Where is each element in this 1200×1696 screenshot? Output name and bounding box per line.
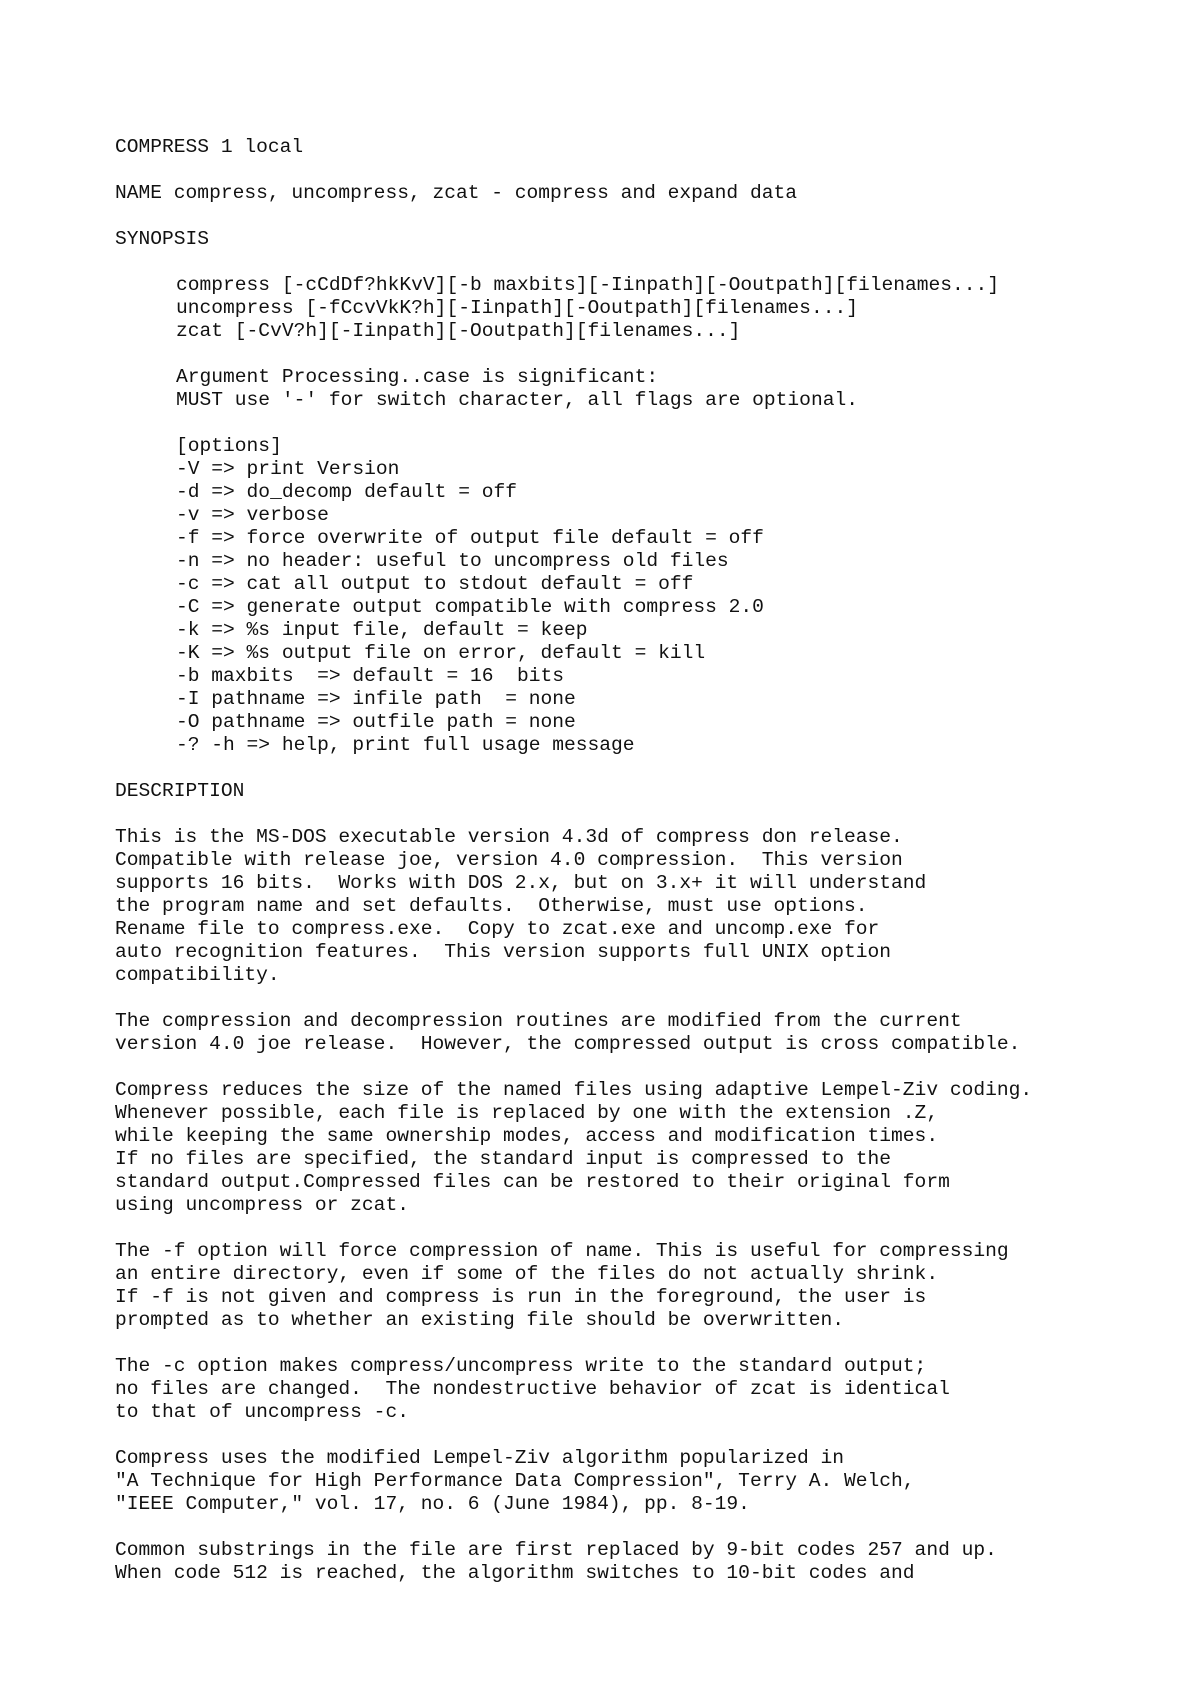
text-line: while keeping the same ownership modes, access and modification times. xyxy=(115,1125,939,1147)
spacer xyxy=(115,757,1175,780)
option-line: -v => verbose xyxy=(176,504,329,526)
option-line: -c => cat all output to stdout default = off xyxy=(176,573,694,595)
text-line: Compress reduces the size of the named files using adaptive Lempel-Ziv coding. xyxy=(115,1079,1033,1101)
description-heading: DESCRIPTION xyxy=(115,780,245,802)
spacer xyxy=(115,205,1175,228)
text-line: standard output.Compressed files can be restored to their original form xyxy=(115,1171,950,1193)
spacer xyxy=(115,1516,1175,1539)
option-line: -f => force overwrite of output file default = off xyxy=(176,527,764,549)
text-line: version 4.0 joe release. However, the compressed output is cross compatible. xyxy=(115,1033,1021,1055)
text-line: Common substrings in the file are first replaced by 9-bit codes 257 and up. xyxy=(115,1539,997,1561)
text-line: no files are changed. The nondestructive behavior of zcat is identical xyxy=(115,1378,950,1400)
spacer xyxy=(115,1217,1175,1240)
option-line: -V => print Version xyxy=(176,458,400,480)
option-line: -I pathname => infile path = none xyxy=(176,688,576,710)
text-line: Compatible with release joe, version 4.0 compression. This version xyxy=(115,849,903,871)
text-line: compatibility. xyxy=(115,964,280,986)
options-heading: [options] xyxy=(176,435,282,457)
spacer xyxy=(115,343,1175,366)
text-line: If no files are specified, the standard input is compressed to the xyxy=(115,1148,892,1170)
usage-zcat: zcat [-CvV?h][-Iinpath][-Ooutpath][filenames...] xyxy=(176,320,741,342)
text-line: This is the MS-DOS executable version 4.3d of compress don release. xyxy=(115,826,903,848)
option-line: -C => generate output compatible with compress 2.0 xyxy=(176,596,764,618)
text-line: supports 16 bits. Works with DOS 2.x, but on 3.x+ it will understand xyxy=(115,872,927,894)
option-line: -k => %s input file, default = keep xyxy=(176,619,588,641)
spacer xyxy=(115,1424,1175,1447)
spacer xyxy=(115,803,1175,826)
text-line: When code 512 is reached, the algorithm switches to 10-bit codes and xyxy=(115,1562,915,1584)
text-line: to that of uncompress -c. xyxy=(115,1401,409,1423)
option-line: -? -h => help, print full usage message xyxy=(176,734,635,756)
text-line: the program name and set defaults. Otherwise, must use options. xyxy=(115,895,868,917)
text-line: The -f option will force compression of name. This is useful for compressing xyxy=(115,1240,1009,1262)
text-line: using uncompress or zcat. xyxy=(115,1194,409,1216)
paragraph xyxy=(115,1539,1175,1585)
text-line: Whenever possible, each file is replaced by one with the extension .Z, xyxy=(115,1102,939,1124)
text-line: auto recognition features. This version supports full UNIX option xyxy=(115,941,892,963)
paragraph xyxy=(115,1447,1175,1516)
option-line: -b maxbits => default = 16 bits xyxy=(176,665,565,687)
man-page xyxy=(115,136,1175,1585)
spacer xyxy=(115,412,1175,435)
usage-uncompress: uncompress [-fCcvVkK?h][-Iinpath][-Ooutpath][filenames...] xyxy=(176,297,858,319)
option-line: -O pathname => outfile path = none xyxy=(176,711,576,733)
text-line: If -f is not given and compress is run in the foreground, the user is xyxy=(115,1286,927,1308)
page-header: COMPRESS 1 local xyxy=(115,136,304,158)
spacer xyxy=(115,251,1175,274)
usage-compress: compress [-cCdDf?hkKvV][-b maxbits][-Iinpath][-Ooutpath][filenames...] xyxy=(176,274,1000,296)
paragraph xyxy=(115,1079,1175,1217)
option-line: -n => no header: useful to uncompress old files xyxy=(176,550,729,572)
paragraph xyxy=(115,1355,1175,1424)
text-line: The -c option makes compress/uncompress write to the standard output; xyxy=(115,1355,927,1377)
option-line: -K => %s output file on error, default = kill xyxy=(176,642,706,664)
text-line: The compression and decompression routines are modified from the current xyxy=(115,1010,962,1032)
text-line: Compress uses the modified Lempel-Ziv algorithm popularized in xyxy=(115,1447,845,1469)
text-line: "IEEE Computer," vol. 17, no. 6 (June 1984), pp. 8-19. xyxy=(115,1493,750,1515)
paragraph xyxy=(115,1010,1175,1056)
name-line: NAME compress, uncompress, zcat - compress and expand data xyxy=(115,182,797,204)
text-line: "A Technique for High Performance Data Compression", Terry A. Welch, xyxy=(115,1470,915,1492)
spacer xyxy=(115,987,1175,1010)
synopsis-heading: SYNOPSIS xyxy=(115,228,210,250)
spacer xyxy=(115,159,1175,182)
paragraph xyxy=(115,1240,1175,1332)
argument-note: Argument Processing..case is significant: xyxy=(176,366,659,388)
argument-note: MUST use '-' for switch character, all flags are optional. xyxy=(176,389,858,411)
text-line: prompted as to whether an existing file should be overwritten. xyxy=(115,1309,845,1331)
spacer xyxy=(115,1332,1175,1355)
text-line: Rename file to compress.exe. Copy to zcat.exe and uncomp.exe for xyxy=(115,918,880,940)
spacer xyxy=(115,1056,1175,1079)
paragraph xyxy=(115,826,1175,987)
option-line: -d => do_decomp default = off xyxy=(176,481,517,503)
text-line: an entire directory, even if some of the files do not actually shrink. xyxy=(115,1263,939,1285)
